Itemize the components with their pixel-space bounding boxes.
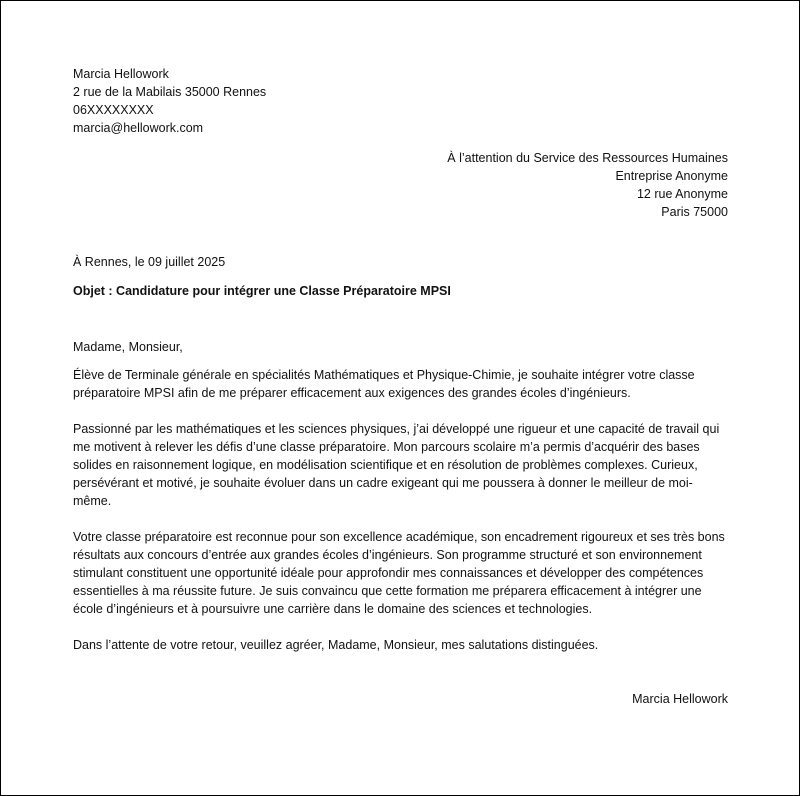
closing-paragraph: Dans l’attente de votre retour, veuillez agréer, Madame, Monsieur, mes salutations distinguées. — [73, 638, 599, 652]
body-paragraph-3: Votre classe préparatoire est reconnue pour son excellence académique, son encadrement rigoureux et ses très bons résultats aux concours d’entrée aux grandes écoles d’ingénieurs. Son programme structuré et son environnement stimulant constituent une opportunité idéale pour approfondir mes connaissances et développer des compétences essentielles à ma réussite future. Je suis convaincu que cette formation me préparera efficacement à intégrer une école d’ingénieurs et à poursuivre une carrière dans le domaine des sciences et technologies. — [73, 530, 725, 616]
signature: Marcia Hellowork — [632, 692, 728, 706]
date-line: À Rennes, le 09 juillet 2025 — [73, 255, 226, 269]
body-paragraph-2: Passionné par les mathématiques et les sciences physiques, j’ai développé une rigueur et une capacité de travail qui me motivent à relever les défis d’une classe préparatoire. Mon parcours scolaire m’a permis d’acquérir des bases solides en raisonnement logique, en modélisation scientifique et en résolution de problèmes complexes. Curieux, persévérant et motivé, je souhaite évoluer dans un cadre exigeant qui me poussera à donner le meilleur de moi-même. — [73, 422, 720, 508]
recipient-block — [73, 149, 728, 221]
recipient-city: Paris 75000 — [661, 205, 728, 219]
salutation: Madame, Monsieur, — [73, 340, 183, 354]
sender-phone: 06XXXXXXXX — [73, 103, 154, 117]
recipient-attention: À l’attention du Service des Ressources Humaines — [447, 151, 728, 165]
sender-email: marcia@hellowork.com — [73, 121, 204, 135]
letter-content — [73, 65, 728, 708]
recipient-street: 12 rue Anonyme — [636, 187, 728, 201]
recipient-company: Entreprise Anonyme — [615, 169, 728, 183]
sender-block — [73, 65, 728, 137]
body-paragraph-1: Élève de Terminale générale en spécialités Mathématiques et Physique-Chimie, je souhaite intégrer votre classe préparatoire MPSI afin de me préparer efficacement aux exigences des grandes écoles d’ingénieurs. — [73, 368, 695, 400]
sender-name: Marcia Hellowork — [73, 67, 169, 81]
subject-line: Objet : Candidature pour intégrer une Classe Préparatoire MPSI — [73, 284, 451, 298]
sender-address: 2 rue de la Mabilais 35000 Rennes — [73, 85, 267, 99]
